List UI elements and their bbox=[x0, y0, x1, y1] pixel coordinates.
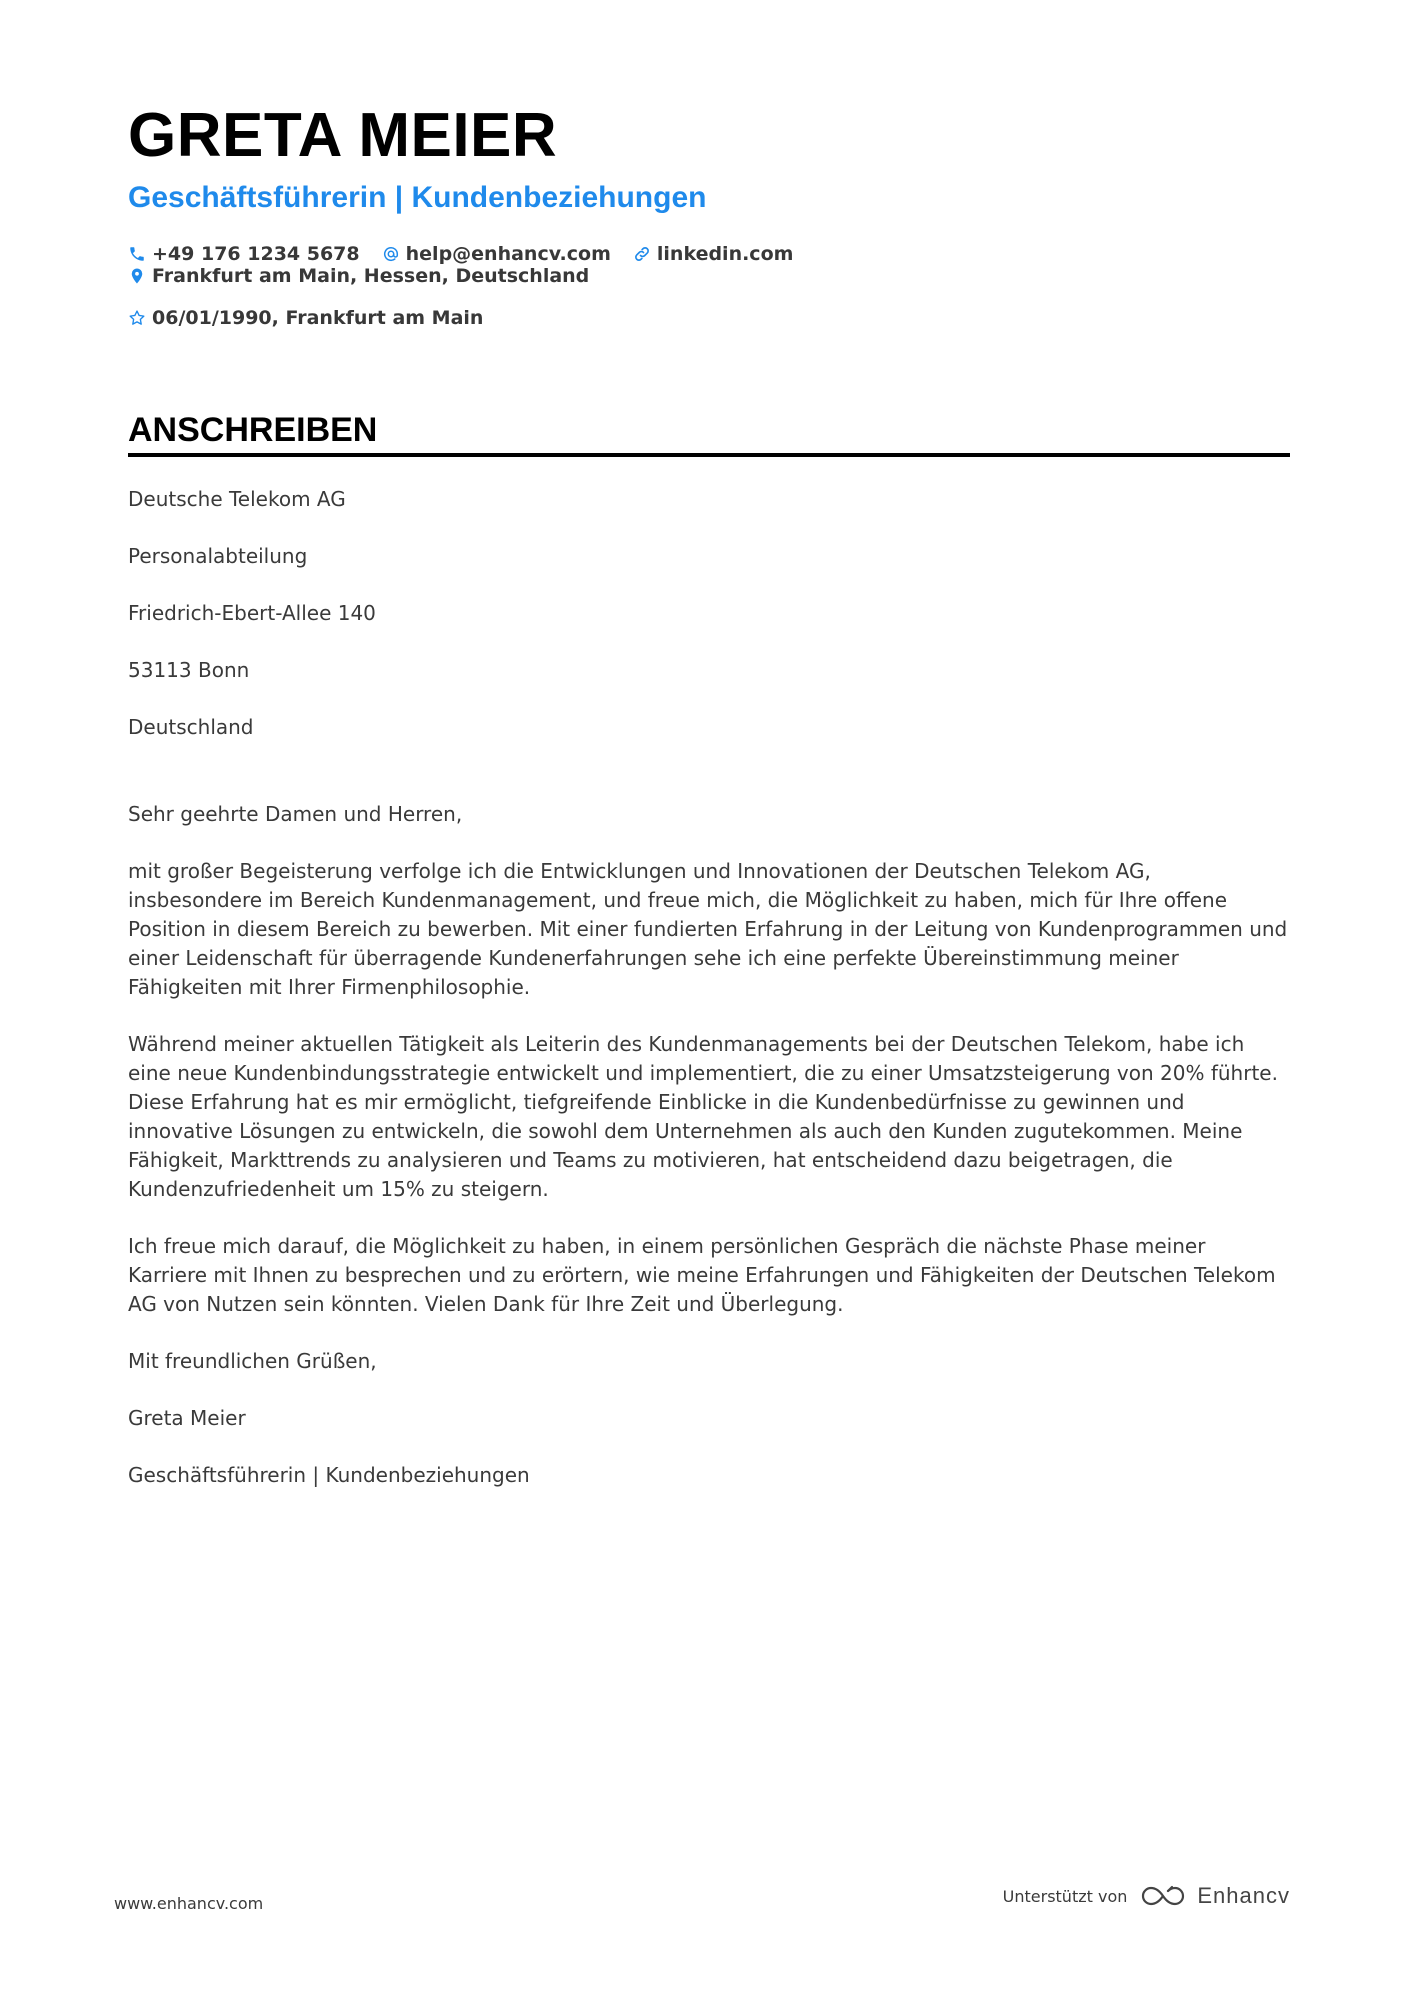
contact-website bbox=[633, 243, 794, 265]
recipient-street: Friedrich-Ebert-Allee 140 bbox=[128, 601, 376, 626]
contact-phone bbox=[128, 243, 360, 265]
footer-branding bbox=[1003, 1883, 1290, 1909]
birth-row bbox=[128, 307, 1290, 329]
website-link[interactable]: linkedin.com bbox=[656, 243, 794, 266]
link-icon bbox=[633, 245, 651, 263]
at-icon bbox=[382, 245, 400, 263]
section-title: ANSCHREIBEN bbox=[128, 411, 1290, 457]
email-link[interactable]: help@enhancv.com bbox=[405, 243, 611, 266]
cover-letter bbox=[128, 100, 1290, 1518]
recipient-department: Personalabteilung bbox=[128, 544, 308, 569]
contact-birth bbox=[128, 307, 483, 329]
footer-website[interactable]: www.enhancv.com bbox=[114, 1894, 264, 1913]
contact-email bbox=[382, 243, 611, 265]
salutation: Sehr geehrte Damen und Herren, bbox=[128, 802, 463, 827]
enhancv-logo[interactable] bbox=[1139, 1883, 1290, 1909]
phone-icon bbox=[128, 245, 146, 263]
location-text: Frankfurt am Main, Hessen, Deutschland bbox=[152, 265, 590, 288]
contact-location bbox=[128, 265, 589, 287]
star-icon bbox=[128, 309, 146, 327]
location-pin-icon bbox=[128, 267, 146, 285]
recipient-country: Deutschland bbox=[128, 715, 254, 740]
recipient-company: Deutsche Telekom AG bbox=[128, 487, 346, 512]
closing: Mit freundlichen Grüßen, bbox=[128, 1349, 377, 1374]
powered-by-text: Unterstützt von bbox=[1002, 1886, 1128, 1906]
letter-body bbox=[128, 800, 1290, 1490]
recipient-address bbox=[128, 485, 1290, 742]
applicant-name: GRETA MEIER bbox=[128, 101, 558, 170]
recipient-city: 53113 Bonn bbox=[128, 658, 250, 683]
letter-paragraph: Ich freue mich darauf, die Möglichkeit zu haben, in einem persönlichen Gespräch die nächste Phase meiner Karriere mit Ihnen zu besprechen und zu erörtern, wie meine Erfahrungen und Fähigkeiten der Deutschen Telekom AG von Nutzen sein könnten. Vielen Dank für Ihre Zeit und Überlegung. bbox=[128, 1234, 1276, 1317]
contact-row bbox=[128, 243, 1290, 287]
phone-text: +49 176 1234 5678 bbox=[152, 243, 360, 266]
infinity-logo-icon bbox=[1139, 1883, 1187, 1909]
applicant-title: Geschäftsführerin | Kundenbeziehungen bbox=[128, 181, 707, 215]
letter-paragraph: Während meiner aktuellen Tätigkeit als Leiterin des Kundenmanagements bei der Deutschen Telekom, habe ich eine neue Kundenbindungsstrategie entwickelt und implementiert, die zu einer Umsatzsteigerung von 20% führte. Diese Erfahrung hat es mir ermöglicht, tiefgreifende Einblicke in die Kundenbedürfnisse zu gewinnen und innovative Lösungen zu entwickeln, die sowohl dem Unternehmen als auch den Kunden zugutekommen. Meine Fähigkeit, Markttrends zu analysieren und Teams zu motivieren, hat entscheidend dazu beigetragen, die Kundenzufriedenheit um 15% zu steigern. bbox=[128, 1032, 1278, 1202]
signature-name: Greta Meier bbox=[128, 1406, 246, 1431]
brand-name: Enhancv bbox=[1197, 1883, 1290, 1908]
birth-text: 06/01/1990, Frankfurt am Main bbox=[152, 307, 484, 330]
letter-paragraph: mit großer Begeisterung verfolge ich die Entwicklungen und Innovationen der Deutschen Telekom AG, insbesondere im Bereich Kundenmanagement, und freue mich, die Möglichkeit zu haben, mich für Ihre offene Position in diesem Bereich zu bewerben. Mit einer fundierten Erfahrung in der Leitung von Kundenprogrammen und einer Leidenschaft für überragende Kundenerfahrungen sehe ich eine perfekte Übereinstimmung meiner Fähigkeiten mit Ihrer Firmenphilosophie. bbox=[128, 859, 1288, 1000]
signature-title: Geschäftsführerin | Kundenbeziehungen bbox=[128, 1463, 530, 1488]
